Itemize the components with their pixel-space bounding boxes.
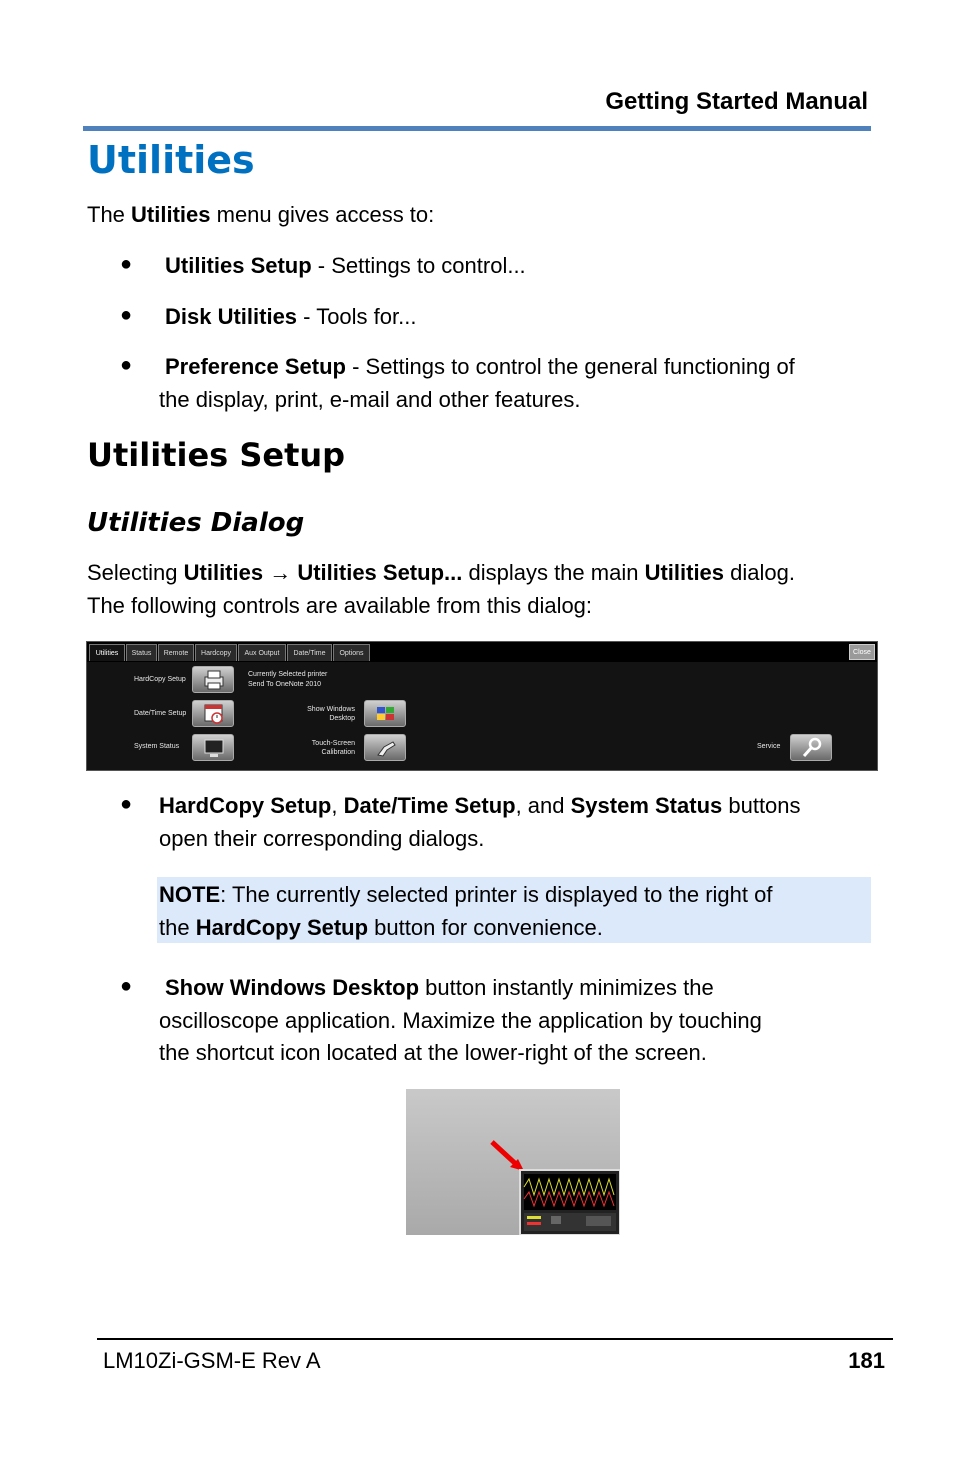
tab-aux-output[interactable]: Aux Output (238, 644, 286, 661)
touch-screen-calibration-button[interactable] (364, 734, 406, 761)
printer-status-line2: Send To OneNote 2010 (248, 681, 322, 688)
list-item: Utilities Setup - Settings to control... (165, 253, 526, 278)
wrench-icon (800, 737, 824, 759)
header-rule (83, 126, 871, 131)
hardcopy-setup-label: HardCopy Setup (134, 676, 186, 683)
touch-screen-label-line2: Calibration (321, 749, 355, 756)
list-item: HardCopy Setup, Date/Time Setup, and System Status buttons (159, 793, 801, 818)
list-item-continuation: the display, print, e-mail and other features. (159, 387, 581, 412)
page-number: 181 (848, 1348, 885, 1373)
tab-utilities[interactable]: Utilities (89, 644, 125, 661)
running-header: Getting Started Manual (605, 88, 868, 115)
bullet-icon: ● (120, 304, 133, 326)
utilities-dialog-screenshot (86, 641, 878, 771)
touch-screen-label-line1: Touch-Screen (311, 740, 355, 747)
tab-options[interactable]: Options (333, 644, 370, 661)
service-label: Service (757, 743, 781, 750)
bullet-icon: ● (120, 253, 133, 275)
show-windows-desktop-button[interactable] (364, 700, 406, 727)
printer-status-line1: Currently Selected printer (248, 671, 328, 678)
list-item-continuation: oscilloscope application. Maximize the application by touching (159, 1008, 762, 1033)
list-item-continuation: the shortcut icon located at the lower-right of the screen. (159, 1040, 707, 1065)
list-item: Disk Utilities - Tools for... (165, 304, 417, 329)
touch-hand-icon (374, 737, 398, 759)
tab-remote[interactable]: Remote (158, 644, 194, 661)
calendar-clock-icon (202, 703, 226, 725)
page-title: Utilities (87, 138, 255, 182)
note-line1: NOTE: The currently selected printer is displayed to the right of (159, 882, 773, 907)
subsection-heading: Utilities Dialog (87, 508, 305, 538)
shortcut-thumbnail-illustration (406, 1089, 620, 1235)
show-desktop-label-line2: Desktop (329, 715, 355, 722)
tab-status[interactable]: Status (126, 644, 157, 661)
body-paragraph-line2: The following controls are available from this dialog: (87, 593, 593, 618)
dialog-tab-bar (87, 642, 877, 662)
bullet-icon: ● (120, 793, 133, 815)
section-heading: Utilities Setup (87, 436, 346, 474)
service-button[interactable] (790, 734, 832, 761)
tab-hardcopy[interactable]: Hardcopy (195, 644, 237, 661)
close-button[interactable]: Close (849, 644, 875, 660)
list-item: Preference Setup - Settings to control the general functioning of (165, 354, 795, 379)
footer-rule (97, 1338, 893, 1340)
date-time-setup-button[interactable] (192, 700, 234, 727)
date-time-setup-label: Date/Time Setup (134, 710, 187, 717)
tab-date-time[interactable]: Date/Time (287, 644, 332, 661)
body-paragraph: Selecting Utilities → Utilities Setup... displays the main Utilities dialog. (87, 560, 795, 585)
printer-icon (202, 669, 226, 691)
document-id: LM10Zi-GSM-E Rev A (103, 1348, 321, 1373)
list-item-continuation: open their corresponding dialogs. (159, 826, 485, 851)
system-status-button[interactable] (192, 734, 234, 761)
monitor-icon (202, 737, 226, 759)
note-line2: the HardCopy Setup button for convenience. (159, 915, 603, 940)
show-desktop-label-line1: Show Windows (307, 706, 355, 713)
hardcopy-setup-button[interactable] (192, 666, 234, 693)
bullet-icon: ● (120, 975, 133, 997)
bullet-icon: ● (120, 354, 133, 376)
minimized-app-screenshot (406, 1089, 620, 1235)
list-item: Show Windows Desktop button instantly minimizes the (165, 975, 714, 1000)
windows-desktop-icon (374, 703, 398, 725)
intro-paragraph: The Utilities menu gives access to: (87, 202, 435, 227)
system-status-label: System Status (134, 743, 180, 750)
